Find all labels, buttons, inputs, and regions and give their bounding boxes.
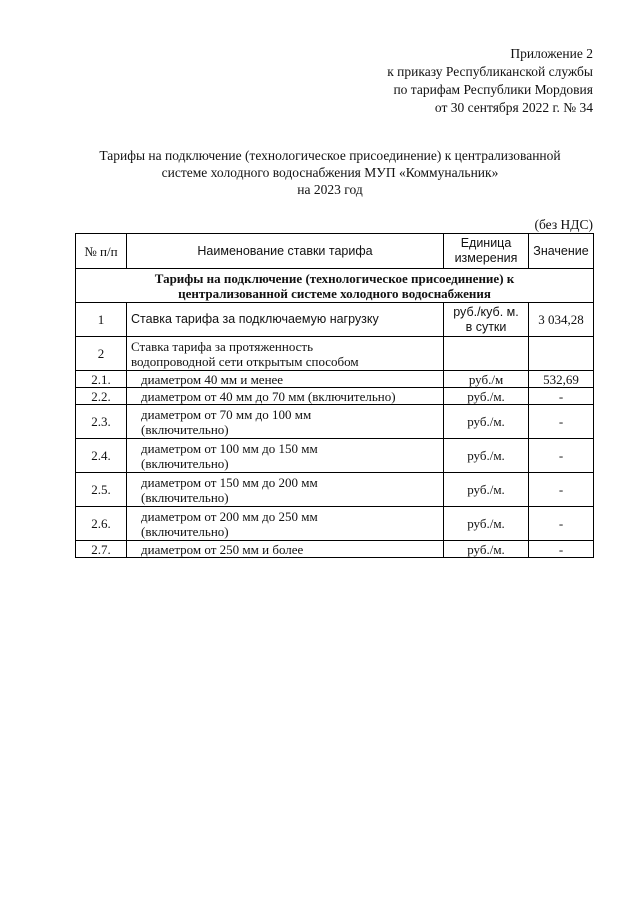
- row-name-line-1: диаметром от 150 мм до 200 мм: [141, 474, 318, 490]
- table-row: [76, 388, 594, 405]
- row-name-line-2: водопроводной сети открытым способом: [131, 353, 359, 369]
- row-unit: руб./м.: [444, 473, 529, 507]
- row-no: 2.1.: [76, 371, 127, 388]
- tariff-table: [75, 233, 594, 558]
- header-unit-line-1: Единица: [460, 236, 512, 250]
- row-unit-line-1: руб./куб. м.: [453, 304, 519, 319]
- appendix-line-4: от 30 сентября 2022 г. № 34: [434, 100, 593, 115]
- row-value: -: [529, 507, 594, 541]
- appendix-line-1: Приложение 2: [510, 46, 593, 61]
- appendix-line-2: к приказу Республиканской службы: [387, 64, 593, 79]
- row-unit: руб./м.: [444, 388, 529, 405]
- row-value: -: [529, 405, 594, 439]
- row-name-line-1: диаметром от 100 мм до 150 мм: [141, 440, 318, 456]
- header-value: Значение: [529, 234, 594, 269]
- row-name: [127, 337, 444, 371]
- row-name: [127, 473, 444, 507]
- title-line-3: на 2023 год: [297, 182, 363, 197]
- row-name: [127, 439, 444, 473]
- row-unit: руб./м.: [444, 507, 529, 541]
- table-row: [76, 507, 594, 541]
- row-name: Ставка тарифа за подключаемую нагрузку: [127, 303, 444, 337]
- row-no: 2.6.: [76, 507, 127, 541]
- row-name: [127, 405, 444, 439]
- section-line-2: централизованной системе холодного водоснабжения: [178, 285, 491, 301]
- row-unit-line-2: в сутки: [465, 319, 507, 334]
- table-row: [76, 541, 594, 558]
- table-row: [76, 337, 594, 371]
- row-name-line-1: диаметром от 70 мм до 100 мм: [141, 406, 312, 422]
- row-value: -: [529, 541, 594, 558]
- table-row: [76, 303, 594, 337]
- row-name: диаметром 40 мм и менее: [127, 371, 444, 388]
- header-unit-line-2: измерения: [454, 251, 518, 265]
- row-name-line-2: (включительно): [141, 489, 229, 505]
- appendix-line-3: по тарифам Республики Мордовия: [393, 82, 593, 97]
- row-no: 2.3.: [76, 405, 127, 439]
- row-no: 1: [76, 303, 127, 337]
- row-name-line-1: диаметром от 200 мм до 250 мм: [141, 508, 318, 524]
- section-row: [76, 269, 594, 303]
- row-name: [127, 507, 444, 541]
- row-value: [529, 337, 594, 371]
- header-name: Наименование ставки тарифа: [127, 234, 444, 269]
- row-value: -: [529, 388, 594, 405]
- title-line-1: Тарифы на подключение (технологическое присоединение) к централизованной: [99, 148, 561, 163]
- table-row: [76, 473, 594, 507]
- table-row: [76, 405, 594, 439]
- header-no: № п/п: [76, 234, 127, 269]
- header-unit: [444, 234, 529, 269]
- row-name-line-1: Ставка тарифа за протяженность: [131, 338, 314, 354]
- row-no: 2.5.: [76, 473, 127, 507]
- row-name-line-2: (включительно): [141, 455, 229, 471]
- row-name: диаметром от 250 мм и более: [127, 541, 444, 558]
- row-value: -: [529, 473, 594, 507]
- row-no: 2: [76, 337, 127, 371]
- row-no: 2.2.: [76, 388, 127, 405]
- row-name: диаметром от 40 мм до 70 мм (включительно): [127, 388, 444, 405]
- row-unit: [444, 303, 529, 337]
- row-name-line-2: (включительно): [141, 523, 229, 539]
- appendix-block: [387, 45, 593, 117]
- row-unit: руб./м.: [444, 439, 529, 473]
- section-line-1: Тарифы на подключение (технологическое присоединение) к: [154, 270, 515, 286]
- table-row: [76, 371, 594, 388]
- section-title: [76, 269, 594, 303]
- row-unit: руб./м.: [444, 405, 529, 439]
- row-no: 2.4.: [76, 439, 127, 473]
- row-unit: руб./м.: [444, 541, 529, 558]
- table-row: [76, 439, 594, 473]
- row-unit: руб./м: [444, 371, 529, 388]
- row-no: 2.7.: [76, 541, 127, 558]
- document-title: [60, 147, 600, 198]
- row-name-line-2: (включительно): [141, 421, 229, 437]
- table-header-row: [76, 234, 594, 269]
- vat-note: (без НДС): [534, 217, 593, 232]
- row-value: 3 034,28: [529, 303, 594, 337]
- row-value: 532,69: [529, 371, 594, 388]
- row-value: -: [529, 439, 594, 473]
- row-unit: [444, 337, 529, 371]
- title-line-2: системе холодного водоснабжения МУП «Коммунальник»: [161, 165, 499, 180]
